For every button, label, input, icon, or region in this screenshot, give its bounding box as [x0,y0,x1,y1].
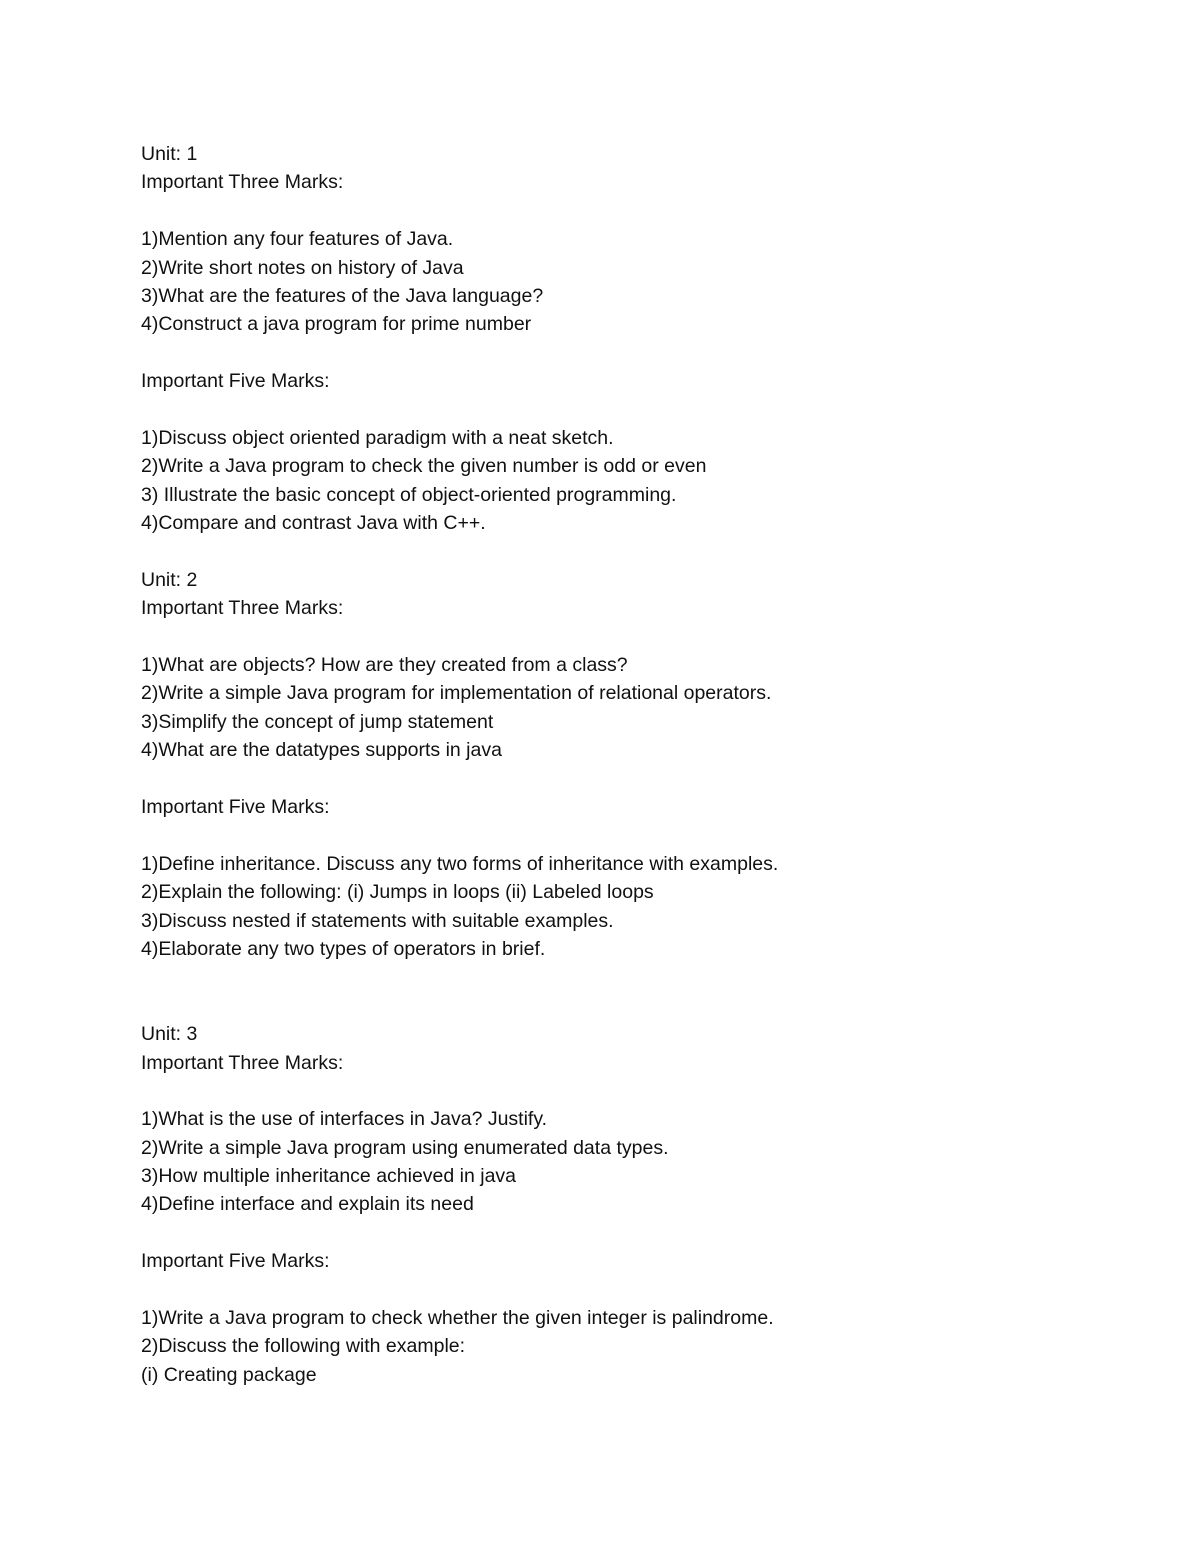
three-marks-label: Important Three Marks: [141,1051,344,1074]
question-item: 2)Explain the following: (i) Jumps in loops (ii) Labeled loops [141,881,654,904]
five-marks-label: Important Five Marks: [141,370,330,393]
spacer [141,963,1141,1020]
question-item: 2)Write a simple Java program using enumerated data types. [141,1136,669,1159]
unit-heading: Unit: 1 [141,143,198,165]
three-marks-label: Important Three Marks: [141,171,344,194]
question-item: 3)How multiple inheritance achieved in java [141,1165,517,1188]
unit-heading: Unit: 2 [141,568,198,591]
question-item: (i) Creating package [141,1363,317,1386]
question-item: 3)Discuss nested if statements with suitable examples. [141,909,614,932]
question-item: 2)Write a simple Java program for implementation of relational operators. [141,682,772,705]
question-item: 2)Write short notes on history of Java [141,256,464,279]
spacer [141,821,1141,849]
question-item: 4)What are the datatypes supports in java [141,739,502,762]
question-item: 3)What are the features of the Java language? [141,284,544,307]
spacer [141,537,1141,565]
spacer [141,1276,1141,1304]
unit-heading: Unit: 3 [141,1023,198,1046]
question-item: 3)Simplify the concept of jump statement [141,710,494,733]
five-marks-label: Important Five Marks: [141,1250,330,1273]
question-item: 1)Define inheritance. Discuss any two forms of inheritance with examples. [141,852,779,875]
question-item: 4)Construct a java program for prime number [141,313,532,336]
question-item: 4)Compare and contrast Java with C++. [141,512,486,535]
question-item: 1)Discuss object oriented paradigm with a neat sketch. [141,426,614,449]
question-item: 1)What is the use of interfaces in Java? Justify. [141,1108,548,1131]
spacer [141,765,1141,793]
five-marks-label: Important Five Marks: [141,795,330,818]
spacer [141,339,1141,367]
question-item: 4)Elaborate any two types of operators in brief. [141,937,546,960]
spacer [141,1077,1141,1105]
question-item: 4)Define interface and explain its need [141,1193,474,1216]
spacer [141,623,1141,651]
spacer [141,396,1141,424]
spacer [141,197,1141,225]
three-marks-label: Important Three Marks: [141,597,344,620]
question-item: 2)Write a Java program to check the given number is odd or even [141,455,707,478]
question-item: 1)Write a Java program to check whether the given integer is palindrome. [141,1307,774,1330]
document-page [141,140,1141,1389]
question-item: 1)Mention any four features of Java. [141,228,454,251]
spacer [141,1219,1141,1247]
question-item: 1)What are objects? How are they created from a class? [141,654,628,677]
question-item: 3) Illustrate the basic concept of object-oriented programming. [141,483,677,506]
question-item: 2)Discuss the following with example: [141,1335,466,1358]
